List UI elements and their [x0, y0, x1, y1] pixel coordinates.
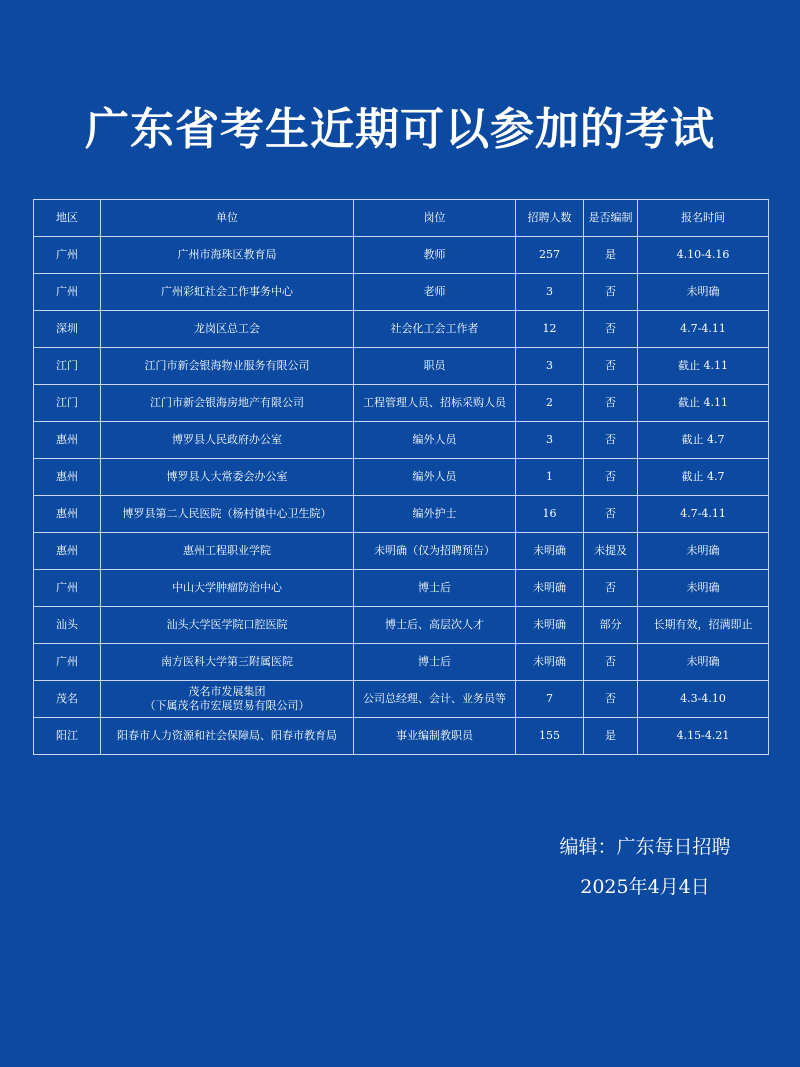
cell-unit: 江门市新会银海房地产有限公司: [101, 385, 354, 422]
cell-count: 3: [516, 422, 584, 459]
cell-region: 惠州: [34, 459, 101, 496]
table-row: [34, 385, 769, 422]
cell-unit: 广州彩虹社会工作事务中心: [101, 274, 354, 311]
table-row: [34, 348, 769, 385]
cell-count: 155: [516, 718, 584, 755]
header-position: 岗位: [354, 200, 516, 237]
cell-region: 深圳: [34, 311, 101, 348]
cell-establishment: 否: [584, 422, 638, 459]
cell-unit: 广州市海珠区教育局: [101, 237, 354, 274]
cell-region: 广州: [34, 644, 101, 681]
cell-unit: 博罗县人大常委会办公室: [101, 459, 354, 496]
cell-region: 阳江: [34, 718, 101, 755]
cell-establishment: 否: [584, 274, 638, 311]
cell-time: 未明确: [638, 570, 769, 607]
cell-count: 未明确: [516, 607, 584, 644]
cell-region: 广州: [34, 570, 101, 607]
cell-establishment: 是: [584, 718, 638, 755]
header-establishment: 是否编制: [584, 200, 638, 237]
cell-unit-sub: （下属茂名市宏展贸易有限公司）: [144, 699, 310, 712]
cell-time: 未明确: [638, 533, 769, 570]
exam-table: [33, 199, 769, 755]
cell-establishment: 否: [584, 644, 638, 681]
table-body: [34, 237, 769, 755]
cell-count: 257: [516, 237, 584, 274]
cell-establishment: 否: [584, 459, 638, 496]
cell-region: 江门: [34, 385, 101, 422]
cell-region: 江门: [34, 348, 101, 385]
cell-unit: 阳春市人力资源和社会保障局、阳春市教育局: [101, 718, 354, 755]
cell-count: 未明确: [516, 533, 584, 570]
cell-unit: 博罗县第二人民医院（杨村镇中心卫生院）: [101, 496, 354, 533]
cell-unit-main: 茂名市发展集团: [188, 685, 266, 698]
cell-position: 博士后: [354, 570, 516, 607]
cell-establishment: 未提及: [584, 533, 638, 570]
cell-position: 编外人员: [354, 459, 516, 496]
cell-unit: 龙岗区总工会: [101, 311, 354, 348]
publish-date: 2025年4月4日: [580, 876, 710, 898]
cell-time: 截止 4.7: [638, 459, 769, 496]
cell-position: 博士后、高层次人才: [354, 607, 516, 644]
cell-count: 3: [516, 348, 584, 385]
cell-position: 老师: [354, 274, 516, 311]
cell-count: 3: [516, 274, 584, 311]
cell-time: 截止 4.11: [638, 385, 769, 422]
cell-count: 7: [516, 681, 584, 718]
cell-region: 汕头: [34, 607, 101, 644]
page-title: 广东省考生近期可以参加的考试: [85, 104, 715, 155]
cell-count: 未明确: [516, 644, 584, 681]
exam-table-container: [33, 199, 768, 755]
table-row: [34, 681, 769, 718]
cell-position: 社会化工会工作者: [354, 311, 516, 348]
cell-time: 4.10-4.16: [638, 237, 769, 274]
cell-unit: [101, 681, 354, 718]
cell-position: 公司总经理、会计、业务员等: [354, 681, 516, 718]
table-header-row: [34, 200, 769, 237]
cell-region: 广州: [34, 274, 101, 311]
table-row: [34, 718, 769, 755]
table-row: [34, 644, 769, 681]
cell-position: 博士后: [354, 644, 516, 681]
cell-region: 惠州: [34, 422, 101, 459]
cell-time: 长期有效，招满即止: [638, 607, 769, 644]
cell-unit: 惠州工程职业学院: [101, 533, 354, 570]
cell-region: 惠州: [34, 496, 101, 533]
table-row: [34, 459, 769, 496]
cell-position: 职员: [354, 348, 516, 385]
table-row: [34, 607, 769, 644]
cell-region: 惠州: [34, 533, 101, 570]
cell-establishment: 否: [584, 311, 638, 348]
cell-region: 茂名: [34, 681, 101, 718]
cell-unit: 博罗县人民政府办公室: [101, 422, 354, 459]
cell-unit: 南方医科大学第三附属医院: [101, 644, 354, 681]
cell-count: 1: [516, 459, 584, 496]
cell-position: 事业编制教职员: [354, 718, 516, 755]
cell-position: 工程管理人员、招标采购人员: [354, 385, 516, 422]
header-count: 招聘人数: [516, 200, 584, 237]
cell-establishment: 否: [584, 681, 638, 718]
cell-time: 未明确: [638, 274, 769, 311]
cell-establishment: 否: [584, 496, 638, 533]
cell-establishment: 否: [584, 348, 638, 385]
cell-establishment: 部分: [584, 607, 638, 644]
cell-establishment: 否: [584, 570, 638, 607]
cell-count: 12: [516, 311, 584, 348]
table-row: [34, 533, 769, 570]
cell-time: 4.7-4.11: [638, 496, 769, 533]
cell-count: 2: [516, 385, 584, 422]
table-row: [34, 237, 769, 274]
cell-position: 未明确（仅为招聘预告）: [354, 533, 516, 570]
cell-time: 4.3-4.10: [638, 681, 769, 718]
cell-time: 截止 4.7: [638, 422, 769, 459]
cell-time: 未明确: [638, 644, 769, 681]
cell-count: 16: [516, 496, 584, 533]
table-row: [34, 422, 769, 459]
cell-time: 4.7-4.11: [638, 311, 769, 348]
cell-unit: 汕头大学医学院口腔医院: [101, 607, 354, 644]
cell-position: 编外人员: [354, 422, 516, 459]
cell-count: 未明确: [516, 570, 584, 607]
cell-time: 4.15-4.21: [638, 718, 769, 755]
table-row: [34, 570, 769, 607]
cell-position: 编外护士: [354, 496, 516, 533]
header-time: 报名时间: [638, 200, 769, 237]
cell-time: 截止 4.11: [638, 348, 769, 385]
cell-unit: 江门市新会银海物业服务有限公司: [101, 348, 354, 385]
cell-position: 教师: [354, 237, 516, 274]
cell-establishment: 是: [584, 237, 638, 274]
table-row: [34, 311, 769, 348]
cell-establishment: 否: [584, 385, 638, 422]
table-row: [34, 274, 769, 311]
header-region: 地区: [34, 200, 101, 237]
editor-credit: 编辑：广东每日招聘: [559, 836, 731, 858]
header-unit: 单位: [101, 200, 354, 237]
cell-region: 广州: [34, 237, 101, 274]
cell-unit: 中山大学肿瘤防治中心: [101, 570, 354, 607]
table-row: [34, 496, 769, 533]
